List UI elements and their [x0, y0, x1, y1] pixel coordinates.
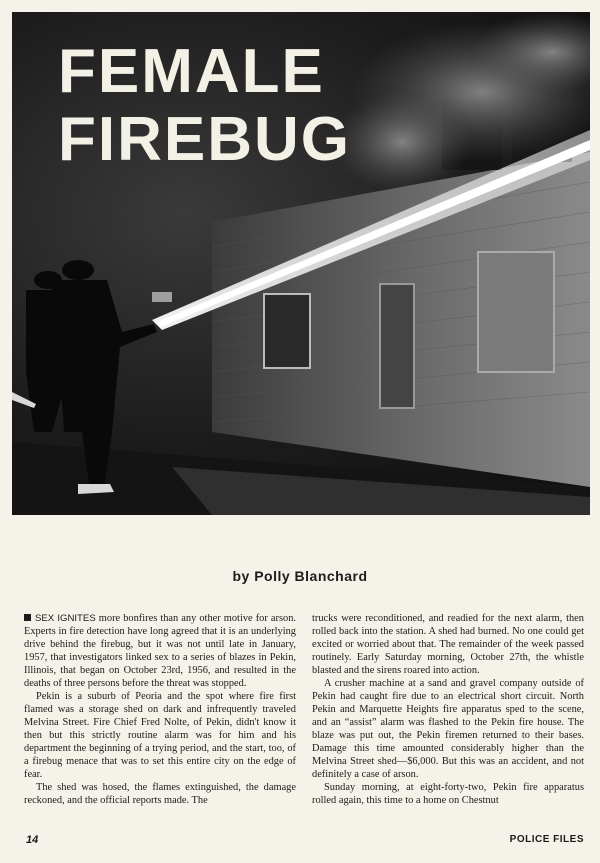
paragraph-3: The shed was hosed, the flames extinguished, the damage reckoned, and the official reports made. The [24, 782, 296, 806]
bullet-square-icon [24, 614, 31, 621]
article-headline [58, 38, 351, 174]
paragraph-4: trucks were reconditioned, and readied for the next alarm, then rolled back into the station. A shed had burned. No one could get excited or worried about that. The remainder of the week passed routinely. Early Saturday morning, October 27th, the whistle blasted and the sirens roared into action. [312, 613, 584, 676]
article-body [24, 612, 584, 830]
magazine-name: POLICE FILES [509, 834, 584, 845]
headline-line-1: FEMALE [58, 37, 325, 106]
window-left [264, 294, 310, 368]
byline: by Polly Blanchard [232, 568, 368, 584]
article-column-1 [24, 612, 296, 830]
paragraph-1 [24, 612, 296, 690]
lead-caps: SEX IGNITES [35, 613, 96, 624]
paragraph-2: Pekin is a suburb of Peoria and the spot where fire first flamed was a storage shed on dark and infrequently traveled Melvina Street. Fire Chief Fred Nolte, of Pekin, didn't know it then but this strictly routine alarm was for him and his department the beginning of a trying period, and the start, too, of a firebug menace that was to set this entire city on the edge of fear. [24, 691, 296, 780]
headline-line-2: FIREBUG [58, 105, 351, 174]
window-right [478, 252, 554, 372]
page-number: 14 [26, 834, 39, 846]
paragraph-5: A crusher machine at a sand and gravel company outside of Pekin had caught fire due to an electrical short circuit. North Pekin and Marquette Heights fire apparatus sped to the scene, and an “assist” alarm was flashed to the Pekin fire house. The blaze was put out, the Pekin firemen returned to their bases. Damage this time amounted considerably higher than the Melvina Street shed—$6,000. But this was an accident, and not definitely a case of arson. [312, 678, 584, 780]
door [380, 284, 414, 408]
fire-photograph [12, 12, 590, 515]
paragraph-text: more bonfires than any other motive for arson. Experts in fire detection have long agreed that it is an underlying drive behind the firebug, but it was not until late in January, 1957, that investigators linked sex to a series of blazes in Pekin, Illinois, that began on October 23rd, 1956, and resulted in the deaths of three persons before the threat was stopped. [24, 613, 296, 689]
paragraph-6: Sunday morning, at eight-forty-two, Pekin fire apparatus rolled again, this time to a home on Chestnut [312, 782, 584, 806]
article-column-2 [312, 612, 584, 830]
